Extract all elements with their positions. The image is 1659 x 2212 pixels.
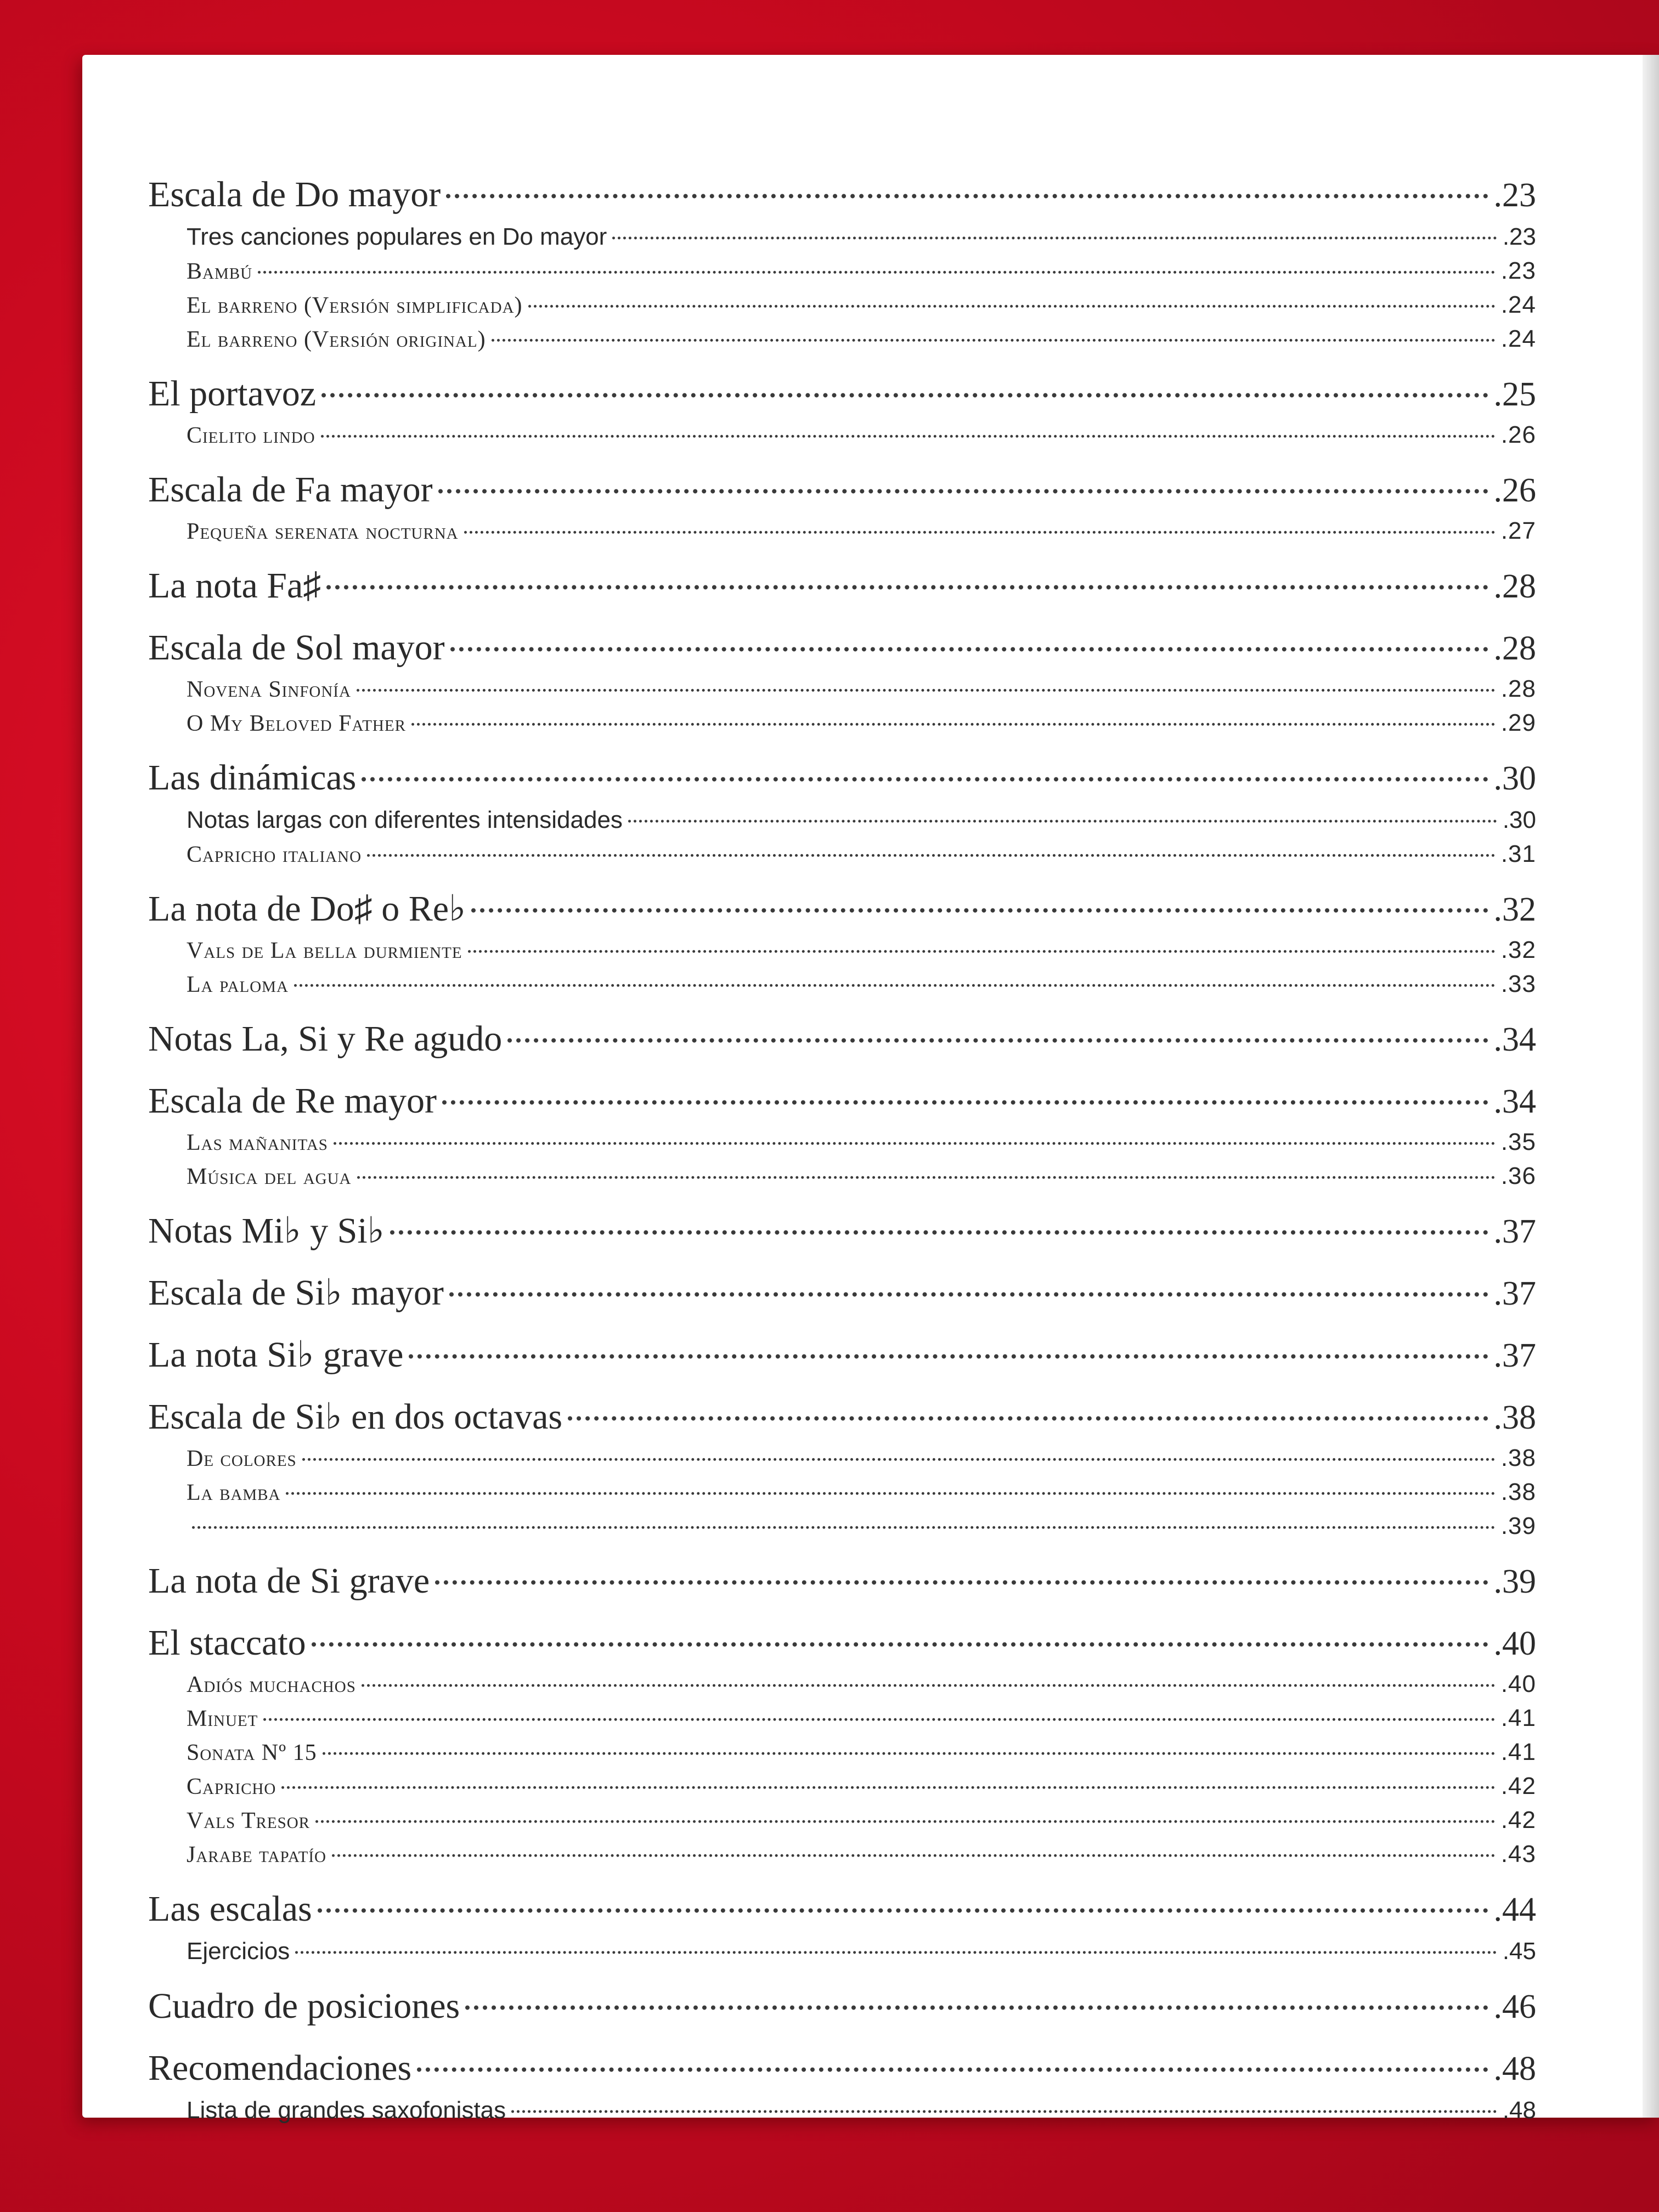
toc-subentry bbox=[148, 932, 1536, 964]
toc-entry-title: La nota de Do♯ o Re♭ bbox=[148, 889, 466, 929]
toc-entry-title: Escala de Sol mayor bbox=[148, 628, 445, 668]
dot-leader bbox=[318, 1872, 1488, 1912]
toc-page-number: .42 bbox=[1500, 1773, 1536, 1799]
toc-entry-title: De colores bbox=[187, 1446, 297, 1471]
toc-page-number: .41 bbox=[1500, 1705, 1536, 1731]
toc-entry-title: El portavoz bbox=[148, 374, 317, 414]
dot-leader bbox=[362, 741, 1488, 781]
dot-leader bbox=[312, 1606, 1488, 1646]
toc-entry-title: Jarabe tapatío bbox=[187, 1842, 326, 1867]
toc-section-entry bbox=[148, 1010, 1536, 1060]
toc-page-number: .31 bbox=[1500, 840, 1536, 867]
toc-entry-title: Música del agua bbox=[187, 1164, 352, 1189]
toc-section-entry bbox=[148, 461, 1536, 511]
toc-page-number: .28 bbox=[1500, 675, 1536, 702]
toc-entry-title: Tres canciones populares en Do mayor bbox=[187, 223, 607, 250]
dot-leader bbox=[390, 1194, 1488, 1234]
toc-page-number: .44 bbox=[1493, 1891, 1536, 1928]
toc-page-number: .39 bbox=[1493, 1563, 1536, 1600]
dot-leader bbox=[326, 549, 1488, 589]
toc-subentry bbox=[148, 1734, 1536, 1766]
toc-entry-title: Escala de Do mayor bbox=[148, 174, 441, 215]
toc-entry-title: Novena Sinfonía bbox=[187, 677, 351, 702]
toc-entry-title: La nota Si♭ grave bbox=[148, 1335, 404, 1375]
toc-page-number: .37 bbox=[1493, 1337, 1536, 1374]
toc-entry-title: Las mañanitas bbox=[187, 1130, 328, 1155]
toc-page-number: .41 bbox=[1500, 1739, 1536, 1765]
toc-entry-title: Escala de Si♭ mayor bbox=[148, 1273, 444, 1313]
dot-leader bbox=[315, 1797, 1496, 1823]
toc-page-number: .40 bbox=[1493, 1625, 1536, 1662]
toc-page-number: .38 bbox=[1500, 1479, 1536, 1505]
dot-leader bbox=[492, 316, 1496, 342]
toc-entry-title: El staccato bbox=[148, 1623, 306, 1663]
toc-subentry bbox=[148, 836, 1536, 868]
toc-entry-title: Cielito lindo bbox=[187, 423, 315, 448]
toc-entry-title: Capricho bbox=[187, 1774, 276, 1799]
toc-page-number: .28 bbox=[1493, 568, 1536, 605]
dot-leader bbox=[507, 1002, 1488, 1042]
toc-section-entry bbox=[148, 1977, 1536, 2027]
dot-leader bbox=[321, 357, 1488, 397]
toc-page-number: .24 bbox=[1500, 291, 1536, 318]
dot-leader bbox=[362, 1661, 1496, 1687]
toc-entry-title: Sonata Nº 15 bbox=[187, 1740, 317, 1765]
toc-section-entry bbox=[148, 1552, 1536, 1602]
toc-subentry bbox=[148, 1768, 1536, 1800]
toc-subentry bbox=[148, 671, 1536, 703]
toc-page-number: .45 bbox=[1502, 1938, 1536, 1965]
dot-leader bbox=[528, 282, 1496, 308]
toc-entry-title: El barreno (Versión simplificada) bbox=[187, 293, 523, 318]
toc-page-number: .25 bbox=[1493, 376, 1536, 413]
dot-leader bbox=[321, 412, 1496, 438]
toc-page-number: .48 bbox=[1502, 2097, 1536, 2124]
toc-entry-title: Escala de Fa mayor bbox=[148, 470, 433, 510]
dot-leader bbox=[286, 1469, 1495, 1495]
toc-subentry bbox=[148, 1474, 1536, 1506]
toc-entry-title: El barreno (Versión original) bbox=[187, 327, 486, 352]
toc-page-number: .46 bbox=[1493, 1988, 1536, 2025]
toc-page-number: .29 bbox=[1500, 709, 1536, 736]
dot-leader bbox=[628, 795, 1497, 822]
toc-subentry bbox=[148, 1666, 1536, 1698]
toc-page-number: .27 bbox=[1500, 517, 1536, 544]
toc-subentry bbox=[148, 1124, 1536, 1156]
dot-leader bbox=[409, 1318, 1488, 1358]
toc-subentry bbox=[148, 1700, 1536, 1732]
toc-section-entry bbox=[148, 749, 1536, 799]
toc-subentry bbox=[148, 705, 1536, 737]
toc-page-number: .30 bbox=[1502, 806, 1536, 833]
toc-section-entry bbox=[148, 880, 1536, 930]
dot-leader bbox=[449, 1256, 1488, 1296]
toc-page-number: .34 bbox=[1493, 1083, 1536, 1120]
dot-leader bbox=[450, 611, 1488, 651]
toc-page-number: .32 bbox=[1493, 891, 1536, 928]
toc-section-entry bbox=[148, 1202, 1536, 1252]
toc-entry-title: Las dinámicas bbox=[148, 758, 357, 798]
dot-leader bbox=[442, 1064, 1488, 1104]
toc-page-number: .37 bbox=[1493, 1275, 1536, 1312]
toc-entry-title: Capricho italiano bbox=[187, 842, 362, 867]
toc-section-entry bbox=[148, 1326, 1536, 1376]
toc-page-number: .42 bbox=[1500, 1807, 1536, 1833]
toc-entry-title: Cuadro de posiciones bbox=[148, 1986, 460, 2026]
dot-leader bbox=[411, 700, 1496, 726]
dot-leader bbox=[464, 508, 1496, 534]
toc-entry-title: Ejercicios bbox=[187, 1938, 290, 1965]
toc-page-number: .30 bbox=[1493, 760, 1536, 797]
toc-entry-title: Pequeña serenata nocturna bbox=[187, 519, 459, 544]
toc-page-number: .23 bbox=[1500, 257, 1536, 284]
toc-page-number: .40 bbox=[1500, 1671, 1536, 1697]
dot-leader bbox=[511, 2086, 1497, 2113]
toc-entry-title: La nota de Si grave bbox=[148, 1561, 430, 1601]
page-edge bbox=[1643, 55, 1659, 2118]
toc-subentry bbox=[148, 1836, 1536, 1868]
toc-entry-title: Notas largas con diferentes intensidades bbox=[187, 806, 623, 833]
toc-entry-title: O My Beloved Father bbox=[187, 711, 406, 736]
toc-page-number: .26 bbox=[1493, 472, 1536, 509]
toc-subentry bbox=[148, 287, 1536, 319]
toc-section-entry bbox=[148, 1264, 1536, 1314]
toc-entry-title: Escala de Si♭ en dos octavas bbox=[148, 1397, 563, 1437]
toc-entry-title: Recomendaciones bbox=[148, 2048, 412, 2088]
toc-entry-title: Las escalas bbox=[148, 1889, 312, 1929]
toc-subentry bbox=[148, 1508, 1536, 1540]
dot-leader bbox=[367, 831, 1496, 857]
dot-leader bbox=[258, 248, 1496, 274]
toc-entry-title: La bamba bbox=[187, 1480, 281, 1505]
toc-page-number: .23 bbox=[1502, 223, 1536, 250]
dot-leader bbox=[294, 961, 1496, 987]
dot-leader bbox=[612, 212, 1497, 239]
toc-section-entry bbox=[148, 619, 1536, 669]
dot-leader bbox=[438, 453, 1488, 493]
toc-subentry bbox=[148, 417, 1536, 449]
dot-leader bbox=[465, 1969, 1488, 2010]
toc-section-entry bbox=[148, 1614, 1536, 1664]
toc-page-number: .37 bbox=[1493, 1213, 1536, 1250]
toc-entry-title: Bambú bbox=[187, 259, 253, 284]
toc-section-entry bbox=[148, 1388, 1536, 1438]
dot-leader bbox=[263, 1695, 1496, 1721]
toc-page-number: .38 bbox=[1493, 1399, 1536, 1436]
dot-leader bbox=[357, 666, 1496, 692]
toc-subentry bbox=[148, 966, 1536, 998]
toc-entry-title: Notas Mi♭ y Si♭ bbox=[148, 1211, 385, 1251]
toc-subentry bbox=[148, 253, 1536, 285]
toc-subentry bbox=[148, 513, 1536, 545]
toc-page-number: .48 bbox=[1493, 2050, 1536, 2087]
toc-page-number: .24 bbox=[1500, 325, 1536, 352]
toc-entry-title: Adiós muchachos bbox=[187, 1672, 356, 1697]
toc-section-entry bbox=[148, 2039, 1536, 2089]
toc-page-number: .32 bbox=[1500, 936, 1536, 963]
toc-entry-title: Vals de La bella durmiente bbox=[187, 938, 462, 963]
dot-leader bbox=[468, 927, 1496, 953]
dot-leader bbox=[334, 1119, 1496, 1145]
dot-leader bbox=[302, 1435, 1496, 1461]
toc-page-number: .28 bbox=[1493, 630, 1536, 667]
toc-page-number: .33 bbox=[1500, 970, 1536, 997]
toc-subentry bbox=[148, 1158, 1536, 1190]
toc-entry-title: Lista de grandes saxofonistas bbox=[187, 2097, 506, 2124]
table-of-contents bbox=[148, 154, 1536, 2124]
toc-section-entry bbox=[148, 365, 1536, 415]
toc-page-number: .35 bbox=[1500, 1128, 1536, 1155]
toc-page-number: .23 bbox=[1493, 177, 1536, 214]
toc-section-entry bbox=[148, 166, 1536, 216]
dot-leader bbox=[281, 1763, 1496, 1789]
toc-entry-title: Escala de Re mayor bbox=[148, 1081, 437, 1121]
dot-leader bbox=[295, 1927, 1497, 1954]
dot-leader bbox=[435, 1544, 1488, 1584]
toc-subentry bbox=[148, 1932, 1536, 1965]
toc-entry-title: La nota Fa♯ bbox=[148, 566, 321, 606]
toc-page-number: .43 bbox=[1500, 1841, 1536, 1867]
toc-entry-title: La paloma bbox=[187, 972, 289, 997]
toc-subentry bbox=[148, 1802, 1536, 1834]
dot-leader bbox=[417, 2031, 1488, 2072]
toc-entry-title: Notas La, Si y Re agudo bbox=[148, 1019, 503, 1059]
toc-page-number: .38 bbox=[1500, 1444, 1536, 1471]
toc-page-number: .34 bbox=[1493, 1021, 1536, 1058]
toc-section-entry bbox=[148, 1880, 1536, 1930]
dot-leader bbox=[192, 1503, 1496, 1529]
toc-page-number: .26 bbox=[1500, 421, 1536, 448]
toc-section-entry bbox=[148, 1072, 1536, 1122]
dot-leader bbox=[471, 872, 1488, 912]
dot-leader bbox=[568, 1380, 1488, 1420]
dot-leader bbox=[323, 1729, 1496, 1755]
dot-leader bbox=[357, 1153, 1496, 1179]
toc-page-number: .39 bbox=[1500, 1513, 1536, 1539]
toc-subentry bbox=[148, 2091, 1536, 2124]
toc-subentry bbox=[148, 801, 1536, 834]
dot-leader bbox=[446, 157, 1488, 198]
toc-subentry bbox=[148, 218, 1536, 251]
toc-subentry bbox=[148, 1440, 1536, 1472]
toc-entry-title: Minuet bbox=[187, 1706, 258, 1731]
toc-subentry bbox=[148, 321, 1536, 353]
toc-section-entry bbox=[148, 557, 1536, 607]
dot-leader bbox=[332, 1831, 1496, 1857]
toc-entry-title: Vals Tresor bbox=[187, 1808, 310, 1833]
toc-page-number: .36 bbox=[1500, 1163, 1536, 1189]
